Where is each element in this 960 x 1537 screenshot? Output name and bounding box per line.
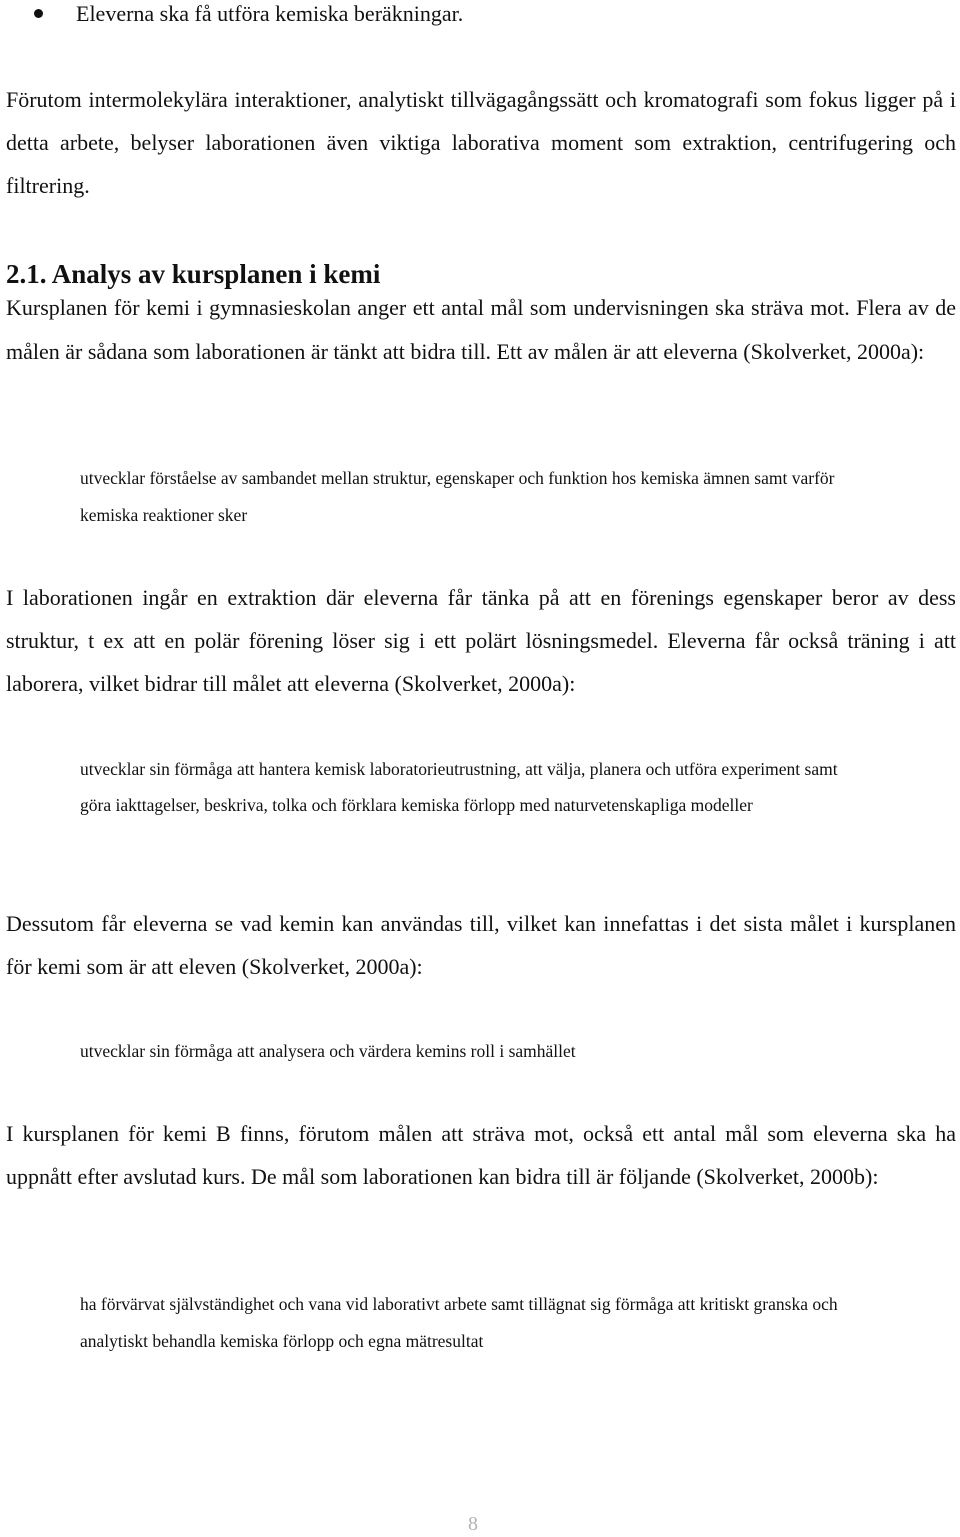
body-paragraph: I kursplanen för kemi B finns, förutom målen att sträva mot, också ett antal mål som eleverna ska ha uppnått efter avslutad kurs. De mål som laborationen kan bidra till är följande (Skolverket, 2000b): bbox=[6, 1121, 956, 1189]
block-quote: ha förvärvat självständighet och vana vid laborativt arbete samt tillägnat sig förmåga att kritiskt granska och analytiskt behandla kemiska förlopp och egna mätresultat bbox=[80, 1294, 838, 1351]
section-heading: 2.1. Analys av kursplanen i kemi bbox=[6, 259, 381, 289]
body-paragraph: I laborationen ingår en extraktion där eleverna får tänka på att en förenings egenskaper beror av dess struktur, t ex att en polär förening löser sig i ett polärt lösningsmedel. Eleverna får också träning i att laborera, vilket bidrar till målet att eleverna (Skolverket, 2000a): bbox=[6, 585, 956, 696]
bullet-list-item bbox=[34, 0, 934, 28]
bullet-text: Eleverna ska få utföra kemiska beräkningar. bbox=[76, 1, 464, 26]
bullet-icon bbox=[34, 9, 43, 18]
body-paragraph: Dessutom får eleverna se vad kemin kan användas till, vilket kan innefattas i det sista målet i kursplanen för kemi som är att eleven (Skolverket, 2000a): bbox=[6, 911, 956, 979]
block-quote: utvecklar sin förmåga att hantera kemisk laboratorieutrustning, att välja, planera och utföra experiment samt göra iakttagelser, beskriva, tolka och förklara kemiska förlopp med naturvetenskapliga modeller bbox=[80, 759, 838, 815]
block-quote: utvecklar förståelse av sambandet mellan struktur, egenskaper och funktion hos kemiska ämnen samt varför kemiska reaktioner sker bbox=[80, 468, 835, 525]
block-quote: utvecklar sin förmåga att analysera och värdera kemins roll i samhället bbox=[80, 1041, 576, 1061]
body-paragraph: Kursplanen för kemi i gymnasieskolan anger ett antal mål som undervisningen ska sträva mot. Flera av de målen är sådana som laborationen är tänkt att bidra till. Ett av målen är att eleverna (Skolverket, 2000a): bbox=[6, 295, 956, 364]
intro-paragraph: Förutom intermolekylära interaktioner, analytiskt tillvägagångssätt och kromatografi som fokus ligger på i detta arbete, belyser laborationen även viktiga laborativa moment som extraktion, centrifugering och filtrering. bbox=[6, 87, 956, 198]
page-number: 8 bbox=[468, 1513, 478, 1535]
